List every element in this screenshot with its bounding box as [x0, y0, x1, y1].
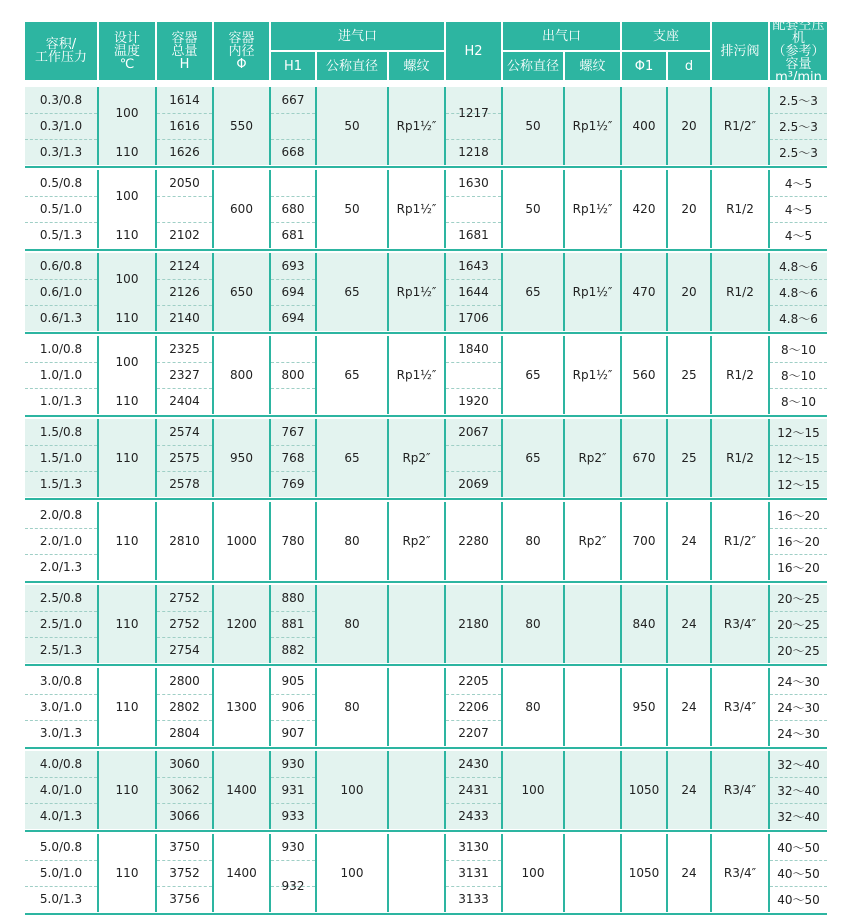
table-cell-dia-merged: 650	[230, 285, 253, 299]
table-cell-in_th-merged	[389, 585, 444, 663]
header-inlet-thread-text: 螺纹	[403, 58, 430, 74]
table-cell-cap: 4～5	[784, 228, 813, 243]
table-cell-cap: 40～50	[777, 840, 820, 855]
table-cell-vol: 0.5/1.3	[39, 228, 83, 242]
table-cell-h: 3066	[169, 809, 200, 823]
table-cell-h: 2575	[169, 451, 200, 465]
table-cell-cap: 20～25	[777, 591, 820, 606]
table-cell-h1: 693	[281, 259, 305, 273]
table-cell-dia-merged: 600	[230, 202, 253, 216]
table-cell-in_th-merged: Rp2″	[402, 451, 431, 465]
table-cell-in_th-merged	[389, 834, 444, 912]
table-cell-vol: 4.0/1.0	[39, 783, 83, 797]
header-inlet	[271, 22, 444, 50]
table-cell-vol: 2.0/1.3	[39, 560, 83, 574]
header-vessel-diameter-line: 内径	[228, 43, 255, 59]
row-divider	[446, 362, 501, 363]
table-cell-drain-merged: R1/2″	[723, 119, 757, 133]
table-cell-h2: 2206	[458, 700, 489, 714]
table-cell-h2: 1681	[458, 228, 489, 242]
header-support	[622, 22, 710, 50]
group-separator	[25, 913, 827, 915]
table-cell-temp: 110	[115, 228, 139, 242]
table-cell-phi1-merged: 400	[632, 119, 656, 133]
table-cell-h: 2574	[169, 425, 200, 439]
group-separator	[25, 166, 827, 168]
table-cell-cap: 24～30	[777, 700, 820, 715]
table-cell-vol: 0.5/0.8	[39, 176, 83, 190]
table-cell-dia-merged: 1000	[226, 534, 257, 548]
table-cell-h1: 667	[281, 93, 305, 107]
header-inlet-nominal-diameter-text: 公称直径	[325, 58, 378, 74]
table-cell-phi1-merged: 670	[632, 451, 656, 465]
table-cell-h: 2752	[169, 617, 200, 631]
group-separator	[25, 498, 827, 500]
header-vessel-height-line: H	[179, 56, 190, 72]
table-cell-vol: 1.0/1.0	[39, 368, 83, 382]
header-design-temp-line: 温度	[113, 43, 140, 59]
table-cell-vol: 0.6/0.8	[39, 259, 83, 273]
row-group	[25, 834, 827, 912]
table-cell-vol: 2.5/1.0	[39, 617, 83, 631]
table-cell-h2: 3131	[458, 866, 489, 880]
header-design-temp	[99, 22, 155, 80]
table-cell-cap: 8～10	[781, 342, 816, 357]
table-cell-out_th-merged	[565, 668, 620, 746]
group-separator	[25, 249, 827, 251]
table-cell-drain-merged: R1/2	[726, 451, 754, 465]
table-cell-cap: 12～15	[777, 477, 820, 492]
table-cell-out_dn-merged: 50	[525, 119, 541, 133]
table-cell-vol: 1.5/0.8	[39, 425, 83, 439]
table-cell-cap: 20～25	[777, 617, 820, 632]
table-cell-temp-merged: 100	[115, 106, 139, 120]
table-cell-h1: 881	[281, 617, 305, 631]
row-divider	[271, 388, 315, 389]
table-cell-vol: 3.0/1.0	[39, 700, 83, 714]
table-cell-dia-merged: 800	[230, 368, 253, 382]
table-cell-temp-merged: 110	[115, 866, 139, 880]
table-cell-d-merged: 24	[681, 700, 697, 714]
row-divider	[157, 196, 212, 197]
group-separator	[25, 415, 827, 417]
table-cell-h: 2050	[169, 176, 200, 190]
table-cell-h: 2800	[169, 674, 200, 688]
table-cell-vol: 1.0/1.3	[39, 394, 83, 408]
table-cell-h1: 907	[281, 726, 305, 740]
table-cell-h2-merged: 2280	[458, 534, 489, 548]
table-cell-cap: 40～50	[777, 892, 820, 907]
table-cell-phi1-merged: 1050	[628, 866, 660, 880]
table-cell-h: 2325	[169, 342, 200, 356]
table-cell-cap: 4～5	[784, 202, 813, 217]
table-cell-in_dn-merged: 80	[344, 617, 360, 631]
table-cell-h2: 2431	[458, 783, 489, 797]
row-group	[25, 336, 827, 414]
table-cell-out_dn-merged: 65	[525, 285, 541, 299]
table-cell-cap: 24～30	[777, 726, 820, 741]
header-outlet-nominal-diameter	[503, 52, 563, 80]
header-drain-valve-text: 排污阀	[720, 43, 760, 59]
table-cell-h: 1626	[169, 145, 200, 159]
table-cell-h: 2126	[169, 285, 200, 299]
table-cell-cap: 32～40	[777, 757, 820, 772]
table-cell-vol: 2.5/1.3	[39, 643, 83, 657]
table-cell-h2: 1706	[458, 311, 489, 325]
table-cell-out_dn-merged: 80	[525, 617, 541, 631]
table-cell-cap: 16～20	[777, 508, 820, 523]
table-cell-in_dn-merged: 100	[340, 783, 364, 797]
table-cell-vol: 0.3/0.8	[39, 93, 83, 107]
table-cell-cap: 40～50	[777, 866, 820, 881]
table-cell-drain-merged: R3/4″	[723, 866, 757, 880]
table-cell-h: 3750	[169, 840, 200, 854]
table-cell-temp-merged: 110	[115, 534, 139, 548]
table-cell-dia-merged: 550	[230, 119, 253, 133]
header-volume-pressure-line: 工作压力	[34, 50, 87, 65]
table-cell-cap: 2.5～3	[779, 93, 818, 108]
table-cell-h: 2752	[169, 591, 200, 605]
table-cell-h1: 880	[281, 591, 305, 605]
table-cell-h1: 767	[281, 425, 305, 439]
table-cell-h: 1616	[169, 119, 200, 133]
table-cell-vol: 1.5/1.3	[39, 477, 83, 491]
table-cell-in_th-merged	[389, 751, 444, 829]
table-cell-out_dn-merged: 80	[525, 700, 541, 714]
header-compressor-line: 容量m³/min	[775, 56, 822, 85]
table-cell-vol: 0.3/1.3	[39, 145, 83, 159]
table-cell-h2: 2433	[458, 809, 489, 823]
table-cell-cap: 16～20	[777, 560, 820, 575]
row-group	[25, 502, 827, 580]
table-cell-h: 2102	[169, 228, 200, 242]
table-cell-temp-merged: 110	[115, 700, 139, 714]
row-group	[25, 585, 827, 663]
table-cell-h: 3060	[169, 757, 200, 771]
table-cell-out_th-merged: Rp1½″	[572, 368, 613, 382]
group-separator	[25, 332, 827, 334]
table-cell-vol: 4.0/0.8	[39, 757, 83, 771]
table-cell-temp: 110	[115, 145, 139, 159]
table-cell-out_th-merged: Rp2″	[578, 451, 607, 465]
table-cell-temp: 110	[115, 394, 139, 408]
table-cell-d-merged: 25	[681, 368, 697, 382]
table-cell-cap: 24～30	[777, 674, 820, 689]
header-vessel-diameter	[214, 22, 269, 80]
table-cell-h2: 2430	[458, 757, 489, 771]
table-cell-vol: 3.0/0.8	[39, 674, 83, 688]
table-cell-in_dn-merged: 50	[344, 202, 360, 216]
table-cell-h1: 800	[281, 368, 305, 382]
header-inlet-text: 进气口	[337, 28, 377, 44]
table-cell-h2-merged: 2180	[458, 617, 489, 631]
table-cell-cap: 32～40	[777, 783, 820, 798]
header-volume-pressure	[25, 22, 97, 80]
table-cell-cap: 8～10	[781, 368, 816, 383]
table-cell-temp-merged: 110	[115, 451, 139, 465]
table-cell-h2: 1643	[458, 259, 489, 273]
table-cell-h: 2802	[169, 700, 200, 714]
table-cell-h: 2578	[169, 477, 200, 491]
row-group	[25, 87, 827, 165]
table-cell-vol: 5.0/0.8	[39, 840, 83, 854]
table-cell-h: 2140	[169, 311, 200, 325]
table-cell-dia-merged: 1300	[226, 700, 257, 714]
table-cell-h-merged: 2810	[169, 534, 200, 548]
table-cell-in_dn-merged: 65	[344, 285, 360, 299]
table-cell-in_dn-merged: 80	[344, 534, 360, 548]
table-cell-in_dn-merged: 80	[344, 700, 360, 714]
table-cell-out_th-merged	[565, 834, 620, 912]
table-cell-phi1-merged: 950	[632, 700, 656, 714]
table-cell-h: 3756	[169, 892, 200, 906]
header-volume-pressure-line: 容积/	[45, 37, 77, 52]
row-divider	[271, 113, 315, 114]
table-cell-vol: 0.6/1.3	[39, 311, 83, 325]
table-cell-phi1-merged: 420	[632, 202, 656, 216]
table-cell-d-merged: 24	[681, 534, 697, 548]
header-inlet-nominal-diameter	[317, 52, 387, 80]
table-cell-d-merged: 24	[681, 866, 697, 880]
header-design-temp-line: ℃	[119, 56, 135, 72]
table-header	[25, 17, 827, 85]
group-separator	[25, 830, 827, 832]
header-outlet-thread	[565, 52, 620, 80]
table-cell-h2: 2069	[458, 477, 489, 491]
table-cell-h: 2404	[169, 394, 200, 408]
table-cell-h2: 1840	[458, 342, 489, 356]
row-divider	[446, 445, 501, 446]
table-cell-drain-merged: R1/2	[726, 368, 754, 382]
table-cell-in_dn-merged: 50	[344, 119, 360, 133]
table-cell-h2: 2205	[458, 674, 489, 688]
table-cell-out_dn-merged: 100	[521, 783, 545, 797]
header-outlet	[503, 22, 620, 50]
table-cell-h: 1614	[169, 93, 200, 107]
table-cell-cap: 2.5～3	[779, 119, 818, 134]
table-cell-d-merged: 20	[681, 119, 697, 133]
table-cell-vol: 3.0/1.3	[39, 726, 83, 740]
table-cell-out_th-merged: Rp1½″	[572, 119, 613, 133]
table-cell-vol: 2.0/0.8	[39, 508, 83, 522]
row-group	[25, 751, 827, 829]
row-group	[25, 668, 827, 746]
header-vessel-height-line: 容器	[171, 30, 198, 46]
table-cell-h1: 882	[281, 643, 305, 657]
table-cell-temp-merged: 110	[115, 783, 139, 797]
table-cell-h1: 906	[281, 700, 305, 714]
table-cell-dia-merged: 950	[230, 451, 253, 465]
header-compressor	[770, 17, 827, 85]
table-cell-drain-merged: R3/4″	[723, 700, 757, 714]
header-support-text: 支座	[652, 28, 679, 44]
table-cell-dia-merged: 1400	[226, 783, 257, 797]
table-cell-phi1-merged: 560	[632, 368, 656, 382]
header-inlet-thread	[389, 52, 444, 80]
table-cell-drain-merged: R1/2	[726, 285, 754, 299]
table-cell-dia-merged: 1200	[226, 617, 257, 631]
table-cell-phi1-merged: 1050	[628, 783, 660, 797]
table-cell-d-merged: 20	[681, 202, 697, 216]
table-cell-h1: 930	[281, 840, 305, 854]
header-vessel-diameter-line: Φ	[236, 56, 247, 72]
table-cell-drain-merged: R1/2	[726, 202, 754, 216]
table-cell-h1-merged: 780	[281, 534, 305, 548]
table-cell-vol: 1.5/1.0	[39, 451, 83, 465]
header-h2	[446, 22, 501, 80]
header-phi1	[622, 52, 666, 80]
table-cell-drain-merged: R1/2″	[723, 534, 757, 548]
table-cell-vol: 1.0/0.8	[39, 342, 83, 356]
header-outlet-thread-text: 螺纹	[579, 58, 606, 74]
table-cell-d-merged: 25	[681, 451, 697, 465]
header-outlet-text: 出气口	[541, 28, 581, 44]
table-cell-phi1-merged: 470	[632, 285, 656, 299]
table-cell-dia-merged: 1400	[226, 866, 257, 880]
table-cell-out_dn-merged: 65	[525, 451, 541, 465]
header-outlet-nominal-diameter-text: 公称直径	[506, 58, 559, 74]
table-cell-h2: 3133	[458, 892, 489, 906]
table-cell-h2: 1630	[458, 176, 489, 190]
table-cell-h2: 2207	[458, 726, 489, 740]
table-cell-cap: 4.8～6	[779, 259, 818, 274]
table-cell-out_th-merged: Rp1½″	[572, 202, 613, 216]
table-cell-temp-merged: 110	[115, 617, 139, 631]
table-cell-in_dn-merged: 65	[344, 368, 360, 382]
header-h1	[271, 52, 315, 80]
table-cell-temp-merged: 100	[115, 189, 139, 203]
group-separator	[25, 747, 827, 749]
table-cell-in_th-merged: Rp1½″	[396, 368, 437, 382]
table-cell-out_dn-merged: 50	[525, 202, 541, 216]
header-design-temp-line: 设计	[113, 30, 140, 46]
table-cell-phi1-merged: 700	[632, 534, 656, 548]
table-cell-h1: 769	[281, 477, 305, 491]
table-cell-vol: 2.0/1.0	[39, 534, 83, 548]
table-cell-vol: 4.0/1.3	[39, 809, 83, 823]
table-cell-vol: 5.0/1.3	[39, 892, 83, 906]
table-cell-out_dn-merged: 65	[525, 368, 541, 382]
table-cell-h1: 668	[281, 145, 305, 159]
table-cell-out_th-merged	[565, 585, 620, 663]
table-cell-d-merged: 24	[681, 617, 697, 631]
table-cell-h2-merged: 1217	[458, 106, 489, 120]
table-cell-h1: 931	[281, 783, 305, 797]
table-cell-h: 3752	[169, 866, 200, 880]
table-cell-h1: 930	[281, 757, 305, 771]
header-compressor-line: （参考）	[772, 43, 825, 59]
header-d-text: d	[684, 58, 694, 74]
header-compressor-line: 配套空压机	[772, 17, 825, 46]
table-cell-vol: 2.5/0.8	[39, 591, 83, 605]
table-cell-h1: 681	[281, 228, 305, 242]
table-cell-out_th-merged: Rp1½″	[572, 285, 613, 299]
header-drain-valve	[712, 22, 768, 80]
table-cell-phi1-merged: 840	[632, 617, 656, 631]
table-cell-h2: 1218	[458, 145, 489, 159]
table-cell-vol: 0.6/1.0	[39, 285, 83, 299]
table-cell-cap: 20～25	[777, 643, 820, 658]
table-cell-in_dn-merged: 65	[344, 451, 360, 465]
table-cell-out_th-merged	[565, 751, 620, 829]
table-cell-in_dn-merged: 100	[340, 866, 364, 880]
table-cell-h1: 680	[281, 202, 305, 216]
table-cell-temp: 110	[115, 311, 139, 325]
table-cell-h: 2754	[169, 643, 200, 657]
table-cell-h1-merged: 932	[281, 879, 305, 893]
table-cell-in_th-merged: Rp1½″	[396, 202, 437, 216]
table-cell-in_th-merged: Rp1½″	[396, 285, 437, 299]
table-cell-h1: 768	[281, 451, 305, 465]
table-cell-out_th-merged: Rp2″	[578, 534, 607, 548]
table-cell-cap: 8～10	[781, 394, 816, 409]
row-group	[25, 170, 827, 248]
header-phi1-text: Φ1	[634, 58, 654, 74]
table-cell-h: 2124	[169, 259, 200, 273]
table-cell-h1: 694	[281, 311, 305, 325]
table-cell-cap: 12～15	[777, 451, 820, 466]
table-cell-h1: 694	[281, 285, 305, 299]
table-cell-vol: 0.3/1.0	[39, 119, 83, 133]
table-cell-in_th-merged: Rp1½″	[396, 119, 437, 133]
table-cell-cap: 4.8～6	[779, 311, 818, 326]
table-cell-in_th-merged: Rp2″	[402, 534, 431, 548]
table-cell-temp-merged: 100	[115, 355, 139, 369]
table-cell-out_dn-merged: 80	[525, 534, 541, 548]
table-cell-h2: 2067	[458, 425, 489, 439]
header-vessel-diameter-line: 容器	[228, 30, 255, 46]
table-cell-h2: 1644	[458, 285, 489, 299]
table-cell-drain-merged: R3/4″	[723, 617, 757, 631]
table-cell-d-merged: 24	[681, 783, 697, 797]
header-h2-text: H2	[464, 43, 483, 59]
table-cell-temp-merged: 100	[115, 272, 139, 286]
row-divider	[446, 196, 501, 197]
group-separator	[25, 664, 827, 666]
table-cell-d-merged: 20	[681, 285, 697, 299]
table-cell-in_th-merged	[389, 668, 444, 746]
header-d	[668, 52, 710, 80]
table-cell-h1: 933	[281, 809, 305, 823]
table-cell-cap: 32～40	[777, 809, 820, 824]
table-cell-h1: 905	[281, 674, 305, 688]
row-group	[25, 253, 827, 331]
table-cell-h: 2804	[169, 726, 200, 740]
header-vessel-height	[157, 22, 212, 80]
table-cell-cap: 4.8～6	[779, 285, 818, 300]
table-cell-cap: 4～5	[784, 176, 813, 191]
table-cell-vol: 0.5/1.0	[39, 202, 83, 216]
table-cell-h2: 3130	[458, 840, 489, 854]
table-cell-drain-merged: R3/4″	[723, 783, 757, 797]
header-h1-text: H1	[283, 58, 303, 74]
header-vessel-height-line: 总量	[171, 43, 198, 59]
table-cell-cap: 2.5～3	[779, 145, 818, 160]
table-cell-cap: 12～15	[777, 425, 820, 440]
group-separator	[25, 581, 827, 583]
row-group	[25, 419, 827, 497]
table-cell-h2: 1920	[458, 394, 489, 408]
table-cell-cap: 16～20	[777, 534, 820, 549]
table-cell-h: 2327	[169, 368, 200, 382]
table-cell-vol: 5.0/1.0	[39, 866, 83, 880]
table-cell-out_dn-merged: 100	[521, 866, 545, 880]
table-cell-h: 3062	[169, 783, 200, 797]
